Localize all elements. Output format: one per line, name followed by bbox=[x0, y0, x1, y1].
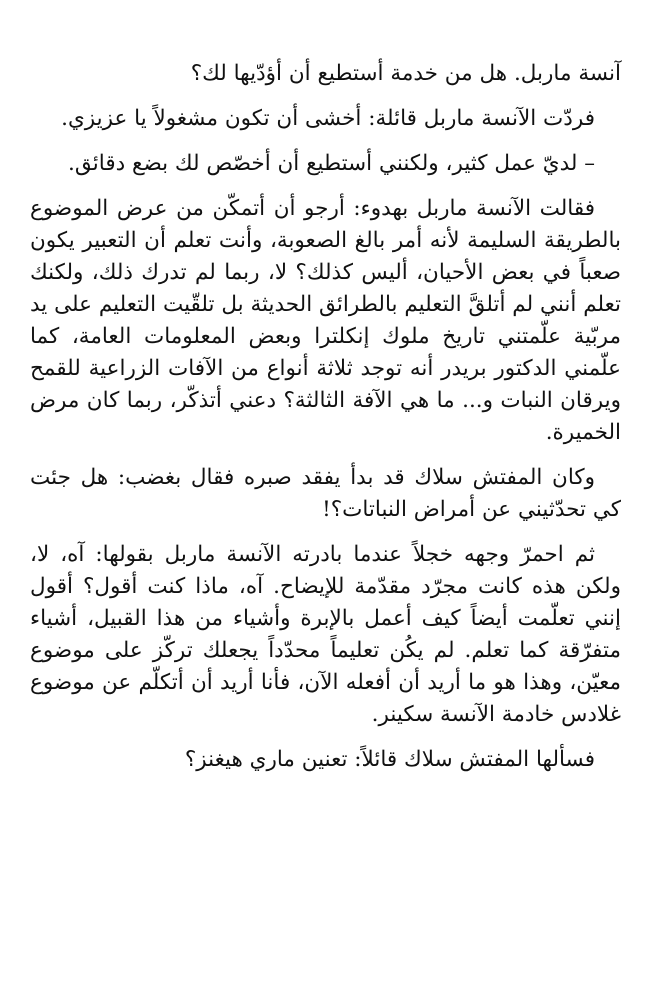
paragraph-2: فردّت الآنسة ماربل قائلة: أخشى أن تكون مشغولاً يا عزيزي. bbox=[61, 106, 595, 131]
paragraph-7: فسألها المفتش سلاك قائلاً: تعنين ماري هيغنز؟ bbox=[184, 747, 595, 772]
paragraph-4: فقالت الآنسة ماربل بهدوء: أرجو أن أتمكّن من عرض الموضوع بالطريقة السليمة لأنه أمر بالغ الصعوبة، وأنت تعلم أن التعبير يكون صعباً في بعض الأحيان، أليس كذلك؟ لا، ربما لم تدرك ذلك، ولكنك تعلم أنني لم أتلقَّ التعليم بالطرائق الحديثة بل تلقّيت التعليم على يد مربّية علّمتني تاريخ ملوك إنكلترا وبعض المعلومات العامة، كما علّمني الدكتور بريدر أنه توجد ثلاثة أنواع من الآفات الزراعية للقمح ويرقان النبات و... ما هي الآفة الثالثة؟ دعني أتذكّر، ربما كان مرض الخميرة. bbox=[30, 196, 621, 445]
paragraph-6: ثم احمرّ وجهه خجلاً عندما بادرته الآنسة ماربل بقولها: آه، لا، ولكن هذه كانت مجرّد مقدّمة للإيضاح. آه، ماذا كنت أقول؟ أقول إنني تعلّمت أيضاً كيف أعمل بالإبرة وأشياء من هذا القبيل، أشياء متفرّقة كما تعلم. لم يكُن تعليماً محدّداً يجعلك تركّز على موضوع معيّن، وهذا هو ما أريد أن أفعله الآن، فأنا أريد أن أتكلّم عن موضوع غلادس خادمة الآنسة سكينر. bbox=[30, 542, 621, 727]
paragraph-1: آنسة ماربل. هل من خدمة أستطيع أن أؤدّيها لك؟ bbox=[190, 61, 621, 86]
paragraph-3: – لديّ عمل كثير، ولكنني أستطيع أن أخصّص لك بضع دقائق. bbox=[68, 151, 595, 176]
paragraph-5: وكان المفتش سلاك قد بدأ يفقد صبره فقال بغضب: هل جئت كي تحدّثيني عن أمراض النباتات؟! bbox=[30, 465, 621, 522]
page-text bbox=[30, 58, 621, 789]
